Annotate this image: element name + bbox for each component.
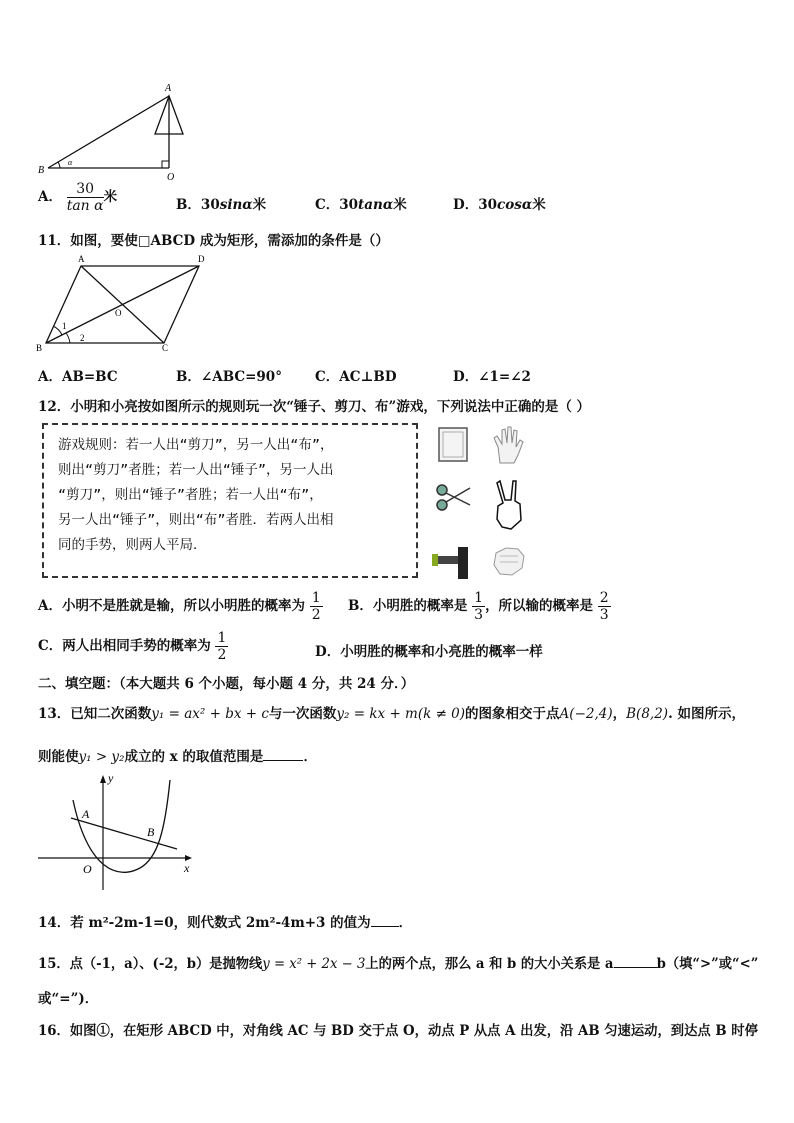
q11-option-a: A．AB=BC	[38, 369, 118, 385]
q11-option-c: C．AC⊥BD	[315, 369, 397, 385]
q15-line-2: 或“=”)．	[38, 991, 99, 1007]
q11-label-2: 2	[80, 333, 85, 343]
q16: 16．如图①，在矩形 ABCD 中，对角线 AC 与 BD 交于点 O，动点 P 从点 A 出发，沿 AB 匀速运动，到达点 B 时停	[38, 1023, 758, 1039]
q13-label-A: A	[82, 807, 90, 821]
q10-label-O: O	[167, 172, 175, 183]
q11-label-B: B	[36, 343, 43, 353]
q11-label-A: A	[78, 254, 85, 264]
q13-line-1: 13．已知二次函数y₁ = ax² + bx + c与一次函数y₂ = kx + m(k ≠ 0)的图象相交于点A(−2,4)，B(8,2). 如图所示，	[38, 706, 745, 722]
q12-rules-box: 游戏规则：若一人出“剪刀”，另一人出“布”， 则出“剪刀”者胜；若一人出“锤子”，另一人出 “剪刀”，则出“锤子”者胜；若一人出“布”， 另一人出“锤子”，则出“布”者胜．若两人出相 同的手势，则两人平局．	[42, 423, 418, 578]
q13-label-B: B	[147, 825, 155, 839]
q10-option-a-fraction: $\frac{30}{\text{tan α}}$	[66, 181, 104, 214]
q13-label-x: x	[184, 861, 190, 875]
q13-line-2: 则能使y₁ > y₂成立的 x 的取值范围是 ．	[38, 749, 317, 765]
section-2-heading: 二、填空题：（本大题共 6 个小题，每小题 4 分，共 24 分．）	[38, 676, 415, 692]
q10-label-A: A	[165, 83, 172, 94]
q11-stem: 11．如图，要使□ABCD 成为矩形，需添加的条件是（）	[38, 233, 389, 249]
q13-y-axis-arrow	[100, 775, 106, 783]
q13-label-O: O	[83, 862, 92, 876]
q10-option-d: D．30cosα米	[453, 197, 546, 213]
q14-answer-blank	[371, 926, 399, 927]
q10-option-b: B．30sinα米	[176, 197, 267, 213]
q12-option-b: B．小明胜的概率是 $\frac{1}{3}$ ，所以输的概率是 $\frac{2}{3}$	[348, 590, 609, 623]
q15-answer-blank	[613, 967, 656, 968]
q10-label-B: B	[38, 165, 45, 176]
q12-option-d: D．小明胜的概率和小亮胜的概率一样	[315, 644, 543, 660]
q10-option-a: A． $\frac{30}{\text{tan α}}$ 米	[38, 181, 118, 214]
q12-option-a: A．小明不是胜就是输，所以小明胜的概率为 $\frac{1}{2}$ B．小明胜的概率是 $\frac{1}{3}$ ，所以输的概率是 $\frac{2}{3}$	[38, 590, 609, 623]
q10-label-alpha: α	[68, 158, 73, 167]
q12-option-a-fraction: $\frac{1}{2}$	[311, 590, 321, 623]
q11-label-O: O	[115, 308, 122, 318]
q13-label-y: y	[108, 771, 114, 785]
q14: 14．若 m²-2m-1=0，则代数式 2m²-4m+3 的值为 ．	[38, 915, 413, 931]
q11-label-D: D	[198, 254, 205, 264]
q12-option-c: C．两人出相同手势的概率为 $\frac{1}{2}$	[38, 630, 227, 663]
q12-stem: 12．小明和小亮按如图所示的规则玩一次“锤子、剪刀、布”游戏，下列说法中正确的是（ ）	[38, 399, 591, 415]
q11-label-1: 1	[62, 321, 67, 331]
q11-label-C: C	[162, 343, 169, 353]
q15-line-1: 15．点（-1，a）、(-2，b）是抛物线y = x² + 2x − 3上的两个点，那么 a 和 b 的大小关系是 a b（填“>”或“<”	[38, 956, 759, 972]
q11-option-b: B．∠ABC=90°	[176, 369, 282, 385]
q11-option-d: D．∠1=∠2	[453, 369, 531, 385]
q10-option-c: C．30tanα米	[315, 197, 407, 213]
